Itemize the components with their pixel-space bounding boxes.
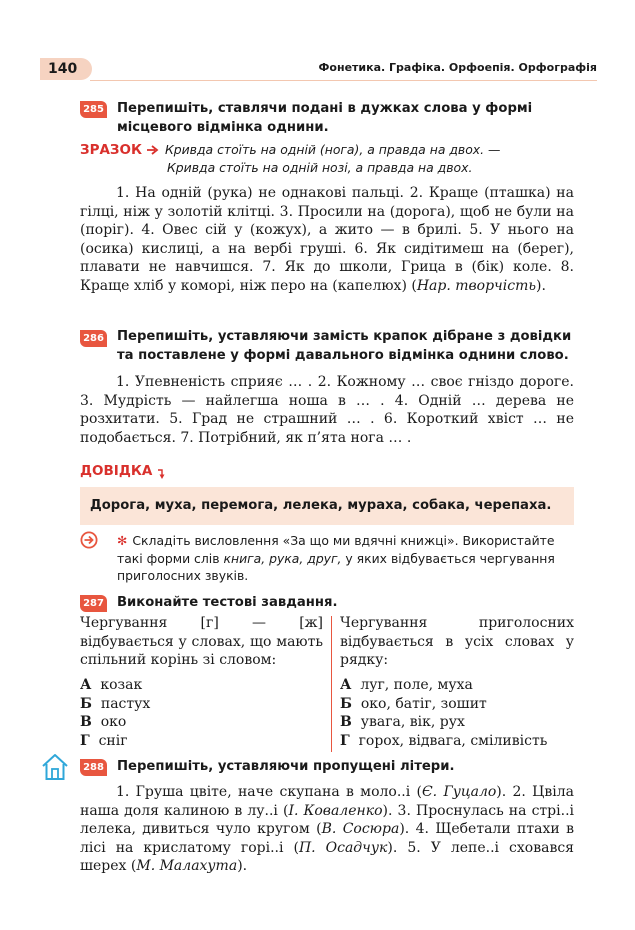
task-text xyxy=(80,783,574,876)
options-list xyxy=(80,676,323,750)
task-title-line: місцевого відмінка однини. xyxy=(117,120,329,135)
task-number-badge: 288 xyxy=(80,759,107,776)
option xyxy=(340,676,574,695)
option-text: сніг xyxy=(98,732,128,749)
task-title-line: Перепишіть, уставляючи замість крапок дібране з довідки xyxy=(117,329,572,344)
supplement-text xyxy=(117,532,575,585)
test-columns xyxy=(80,614,574,754)
hint-label: ДОВІДКА xyxy=(80,463,153,479)
test-question-2 xyxy=(340,614,574,750)
option-letter: А xyxy=(340,677,352,693)
header-divider xyxy=(90,80,597,81)
option-text: горох, відвага, сміливість xyxy=(358,732,548,749)
section-title: Фонетика. Графіка. Орфоепія. Орфографія xyxy=(318,61,597,74)
task-text xyxy=(80,184,574,295)
option-letter: Г xyxy=(80,732,90,749)
text-end: ). xyxy=(536,277,546,294)
column-divider xyxy=(331,616,332,752)
option-letter: Г xyxy=(340,732,350,749)
option-text: луг, поле, муха xyxy=(360,677,473,693)
option-letter: В xyxy=(80,714,92,731)
author: В. Сосюра xyxy=(321,821,400,837)
arrow-down-icon xyxy=(158,469,166,479)
arrow-circle-icon xyxy=(80,531,98,549)
supplement-words: книга, рука, друг, xyxy=(223,550,342,566)
example-label: ЗРАЗОК xyxy=(80,142,143,158)
author: П. Осадчук xyxy=(298,839,388,856)
option xyxy=(340,732,574,751)
page-number: 140 xyxy=(40,58,92,80)
option xyxy=(340,713,574,732)
task-number-badge: 286 xyxy=(80,330,107,347)
sentence: ). 3. Проснулась на стрі..і лелека, дивиться чуло кругом ( xyxy=(80,802,574,837)
task-title-line: Перепишіть, ставлячи подані в дужках слова у формі xyxy=(117,101,533,116)
task-number-badge: 285 xyxy=(80,101,107,118)
option-text: увага, вік, рух xyxy=(360,714,465,731)
option xyxy=(80,732,323,751)
house-icon xyxy=(40,752,70,782)
author: І. Коваленко xyxy=(288,802,383,819)
option xyxy=(80,695,323,714)
sentence: ). 5. У лепе..і сховався шерех ( xyxy=(80,839,574,874)
option-text: козак xyxy=(100,677,143,693)
hint-heading xyxy=(80,460,166,479)
supplement-part: у яких відбувається чергування приголосних звуків. xyxy=(117,550,555,583)
sentence: ). xyxy=(237,858,248,874)
author: М. Малахута xyxy=(136,858,238,874)
task-title: Перепишіть, уставляючи пропущені літери. xyxy=(117,759,455,774)
option-text: око xyxy=(100,714,127,731)
sentence: ). 2. Цвіла наша доля калиною в лу..і ( xyxy=(80,784,574,819)
option xyxy=(80,676,323,695)
option xyxy=(340,695,574,714)
option-letter: В xyxy=(340,714,352,731)
task-title: Виконайте тестові завдання. xyxy=(117,595,338,610)
example-block xyxy=(80,141,590,176)
source-attribution: Нар. творчість xyxy=(416,277,536,294)
options-list xyxy=(340,676,574,750)
task-title-line: та поставлене у формі давального відмінка однини слово. xyxy=(117,348,569,363)
option-letter: А xyxy=(80,677,92,693)
option-text: око, батіг, зошит xyxy=(360,695,487,712)
example-line: Кривда стоїть на одній нозі, а правда на двох. xyxy=(167,160,473,175)
question-text: Чергування приголосних відбувається в усіх словах у рядку: xyxy=(340,615,574,669)
option-letter: Б xyxy=(80,695,92,712)
sentence: ). 4. Щебетали птахи в лісі на крислатому горі..і ( xyxy=(80,821,574,856)
option xyxy=(80,713,323,732)
example-line: Кривда стоїть на одній (нога), а правда на двох. — xyxy=(164,142,501,157)
task-sentences: 1. На одній (рука) не однакові пальці. 2. Краще (пташка) на гілці, ніж у золотій клітці. 3. Просили на (дорога), щоб не були на (поріг). 4. Овес сій у (кожух), а жито — в брилі. 5. У нього на (осика) кислиці, а на вербі груші. 6. Як сидітимеш на (берег), плавати не навчишся. 7. Як до школи, Грица в (бік) коле. 8. Краще хліб у коморі, ніж перо на (капелюх) ( xyxy=(80,185,574,294)
sentence: 1. Груша цвіте, наче скупана в моло..і ( xyxy=(116,784,422,800)
hint-words-box: Дорога, муха, перемога, лелека, мураха, собака, черепаха. xyxy=(80,487,574,525)
task-number-badge: 287 xyxy=(80,595,107,612)
task-title xyxy=(117,99,587,137)
supplement-part: Складіть висловлення «За що ми вдячні книжці». Використайте такі форми слів xyxy=(117,533,555,566)
task-text: 1. Упевненість сприяє … . 2. Кожному … своє гніздо дороге. 3. Мудрість — найлегша ноша в … . 4. Одній … дерева не розхитати. 5. Град не страшний … . 6. Короткий хвіст … не подобається. 7. Потрібний, як п’ята нога … . xyxy=(80,374,574,446)
arrow-right-icon xyxy=(147,145,159,155)
option-letter: Б xyxy=(340,695,352,712)
option-text: пастух xyxy=(100,695,151,712)
author: Є. Гуцало xyxy=(421,784,497,800)
asterisk-icon: ✻ xyxy=(117,533,128,548)
test-question-1 xyxy=(80,614,323,750)
question-text: Чергування [г] — [ж] відбувається у словах, що мають спільний корінь зі словом: xyxy=(80,615,323,669)
task-title xyxy=(117,327,587,365)
